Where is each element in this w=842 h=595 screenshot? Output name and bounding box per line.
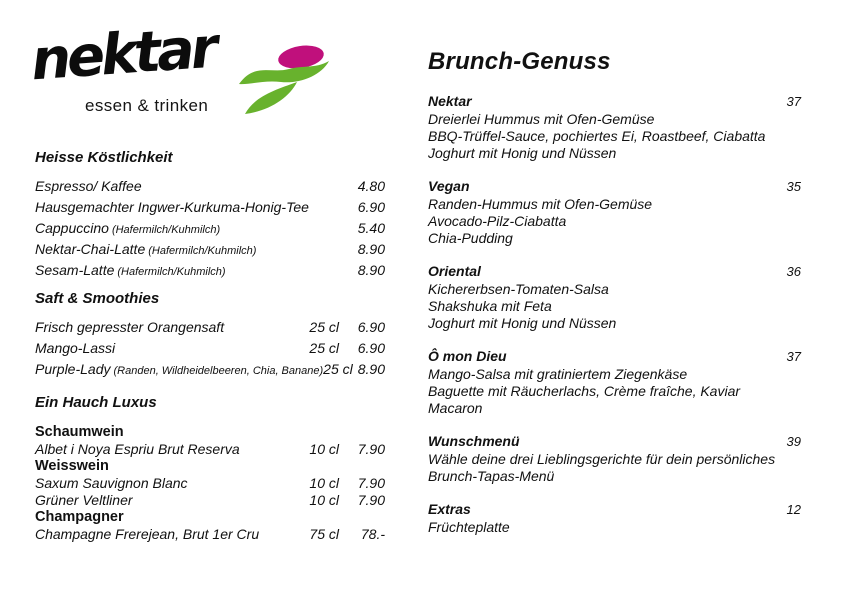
page-title: Brunch-Genuss (428, 48, 611, 75)
item-size: 25 cl (323, 361, 353, 377)
logo (28, 15, 385, 137)
item-size: 10 cl (309, 441, 339, 457)
item-name: Cappuccino (35, 220, 109, 236)
wine-group-label: Weisswein (35, 458, 109, 474)
section-line: Mango-Salsa mit gratiniertem Ziegenkäse (428, 366, 688, 382)
item-name: Mango-Lassi (35, 340, 116, 356)
section-heading-hot-drinks: Heisse Köstlichkeit (35, 149, 173, 166)
menu-item-row (35, 526, 385, 543)
section-name: Extras (428, 501, 471, 517)
section-line: Wähle deine drei Lieblingsgerichte für dein persönliches (428, 451, 776, 467)
item-size: 10 cl (309, 492, 339, 508)
item-name: Nektar-Chai-Latte (35, 241, 146, 257)
section-line: Randen-Hummus mit Ofen-Gemüse (428, 196, 653, 212)
item-name: Purple-Lady (35, 361, 111, 377)
section-line: Avocado-Pilz-Ciabatta (428, 213, 567, 229)
wine-list (35, 424, 385, 543)
item-name: Saxum Sauvignon Blanc (35, 475, 188, 491)
section-line: Macaron (428, 400, 483, 416)
item-price: 7.90 (357, 441, 385, 457)
item-name: Espresso/ Kaffee (35, 178, 142, 194)
logo-tagline: essen & trinken (85, 96, 209, 115)
section-price: 37 (786, 349, 801, 364)
brunch-column (428, 48, 801, 551)
section-line: Früchteplatte (428, 519, 510, 535)
item-price: 8.90 (357, 262, 385, 278)
item-price: 6.90 (357, 319, 385, 335)
item-name: Champagne Frerejean, Brut 1er Cru (35, 526, 260, 542)
item-size: 25 cl (309, 319, 339, 335)
section-line: Joghurt mit Honig und Nüssen (428, 145, 617, 161)
item-size: 25 cl (309, 340, 339, 356)
section-line: Joghurt mit Honig und Nüssen (428, 315, 617, 331)
item-price: 6.90 (357, 340, 385, 356)
section-price: 12 (786, 502, 801, 517)
brunch-section-vegan (428, 177, 801, 247)
section-price: 39 (786, 434, 801, 449)
section-heading-luxury: Ein Hauch Luxus (35, 394, 157, 411)
item-price: 7.90 (357, 475, 385, 491)
juices-list (35, 318, 385, 381)
brunch-section-wunschmenu (428, 432, 801, 485)
item-note: (Randen, Wildheidelbeeren, Chia, Banane) (113, 365, 324, 377)
menu-item-row (35, 441, 385, 458)
item-note: (Hafermilch/Kuhmilch) (148, 245, 257, 257)
menu-item-row (35, 339, 385, 360)
menu-item-row (35, 240, 385, 261)
menu-item-row (35, 318, 385, 339)
section-name: Vegan (428, 178, 470, 194)
section-name: Ô mon Dieu (428, 348, 507, 364)
item-price: 8.90 (357, 361, 385, 377)
menu-item-row (35, 360, 385, 381)
section-line: Brunch-Tapas-Menü (428, 468, 555, 484)
section-line: BBQ-Trüffel-Sauce, pochiertes Ei, Roastbeef, Ciabatta (428, 128, 766, 144)
brunch-section-extras (428, 500, 801, 536)
item-name: Frisch gepresster Orangensaft (35, 319, 225, 335)
section-line: Dreierlei Hummus mit Ofen-Gemüse (428, 111, 655, 127)
item-name: Albet i Noya Espriu Brut Reserva (35, 441, 240, 457)
menu-item-row (35, 261, 385, 282)
item-size: 75 cl (309, 526, 339, 542)
flower-icon (237, 40, 333, 118)
item-price: 5.40 (357, 220, 385, 236)
section-price: 36 (786, 264, 801, 279)
section-heading-juices: Saft & Smoothies (35, 290, 160, 307)
section-name: Oriental (428, 263, 481, 279)
section-name: Wunschmenü (428, 433, 520, 449)
section-line: Chia-Pudding (428, 230, 513, 246)
item-note: (Hafermilch/Kuhmilch) (111, 224, 221, 236)
menu-item-row (35, 219, 385, 240)
wine-group-label: Champagner (35, 509, 124, 525)
item-price: 4.80 (357, 178, 385, 194)
brunch-section-nektar (428, 92, 801, 162)
section-price: 35 (786, 179, 801, 194)
item-name: Sesam-Latte (35, 262, 115, 278)
item-price: 7.90 (357, 492, 385, 508)
section-line: Kichererbsen-Tomaten-Salsa (428, 281, 609, 297)
wine-group-label: Schaumwein (35, 424, 124, 440)
item-size: 10 cl (309, 475, 339, 491)
menu-item-row (35, 177, 385, 198)
item-note: (Hafermilch/Kuhmilch) (117, 266, 226, 278)
item-name: Hausgemachter Ingwer-Kurkuma-Honig-Tee (35, 199, 309, 215)
section-line: Shakshuka mit Feta (428, 298, 552, 314)
drinks-column (28, 15, 385, 543)
menu-item-row (35, 492, 385, 509)
hot-drinks-list (35, 177, 385, 282)
menu-item-row (35, 198, 385, 219)
section-line: Baguette mit Räucherlachs, Crème fraîche, Kaviar (428, 383, 741, 399)
brunch-section-o-mon-dieu (428, 347, 801, 417)
section-name: Nektar (428, 93, 472, 109)
item-price: 78.- (360, 526, 385, 542)
logo-wordmark: nektar (28, 15, 217, 94)
brunch-section-oriental (428, 262, 801, 332)
item-price: 6.90 (357, 199, 385, 215)
section-price: 37 (786, 94, 801, 109)
item-name: Grüner Veltliner (35, 492, 133, 508)
item-price: 8.90 (357, 241, 385, 257)
menu-item-row (35, 475, 385, 492)
